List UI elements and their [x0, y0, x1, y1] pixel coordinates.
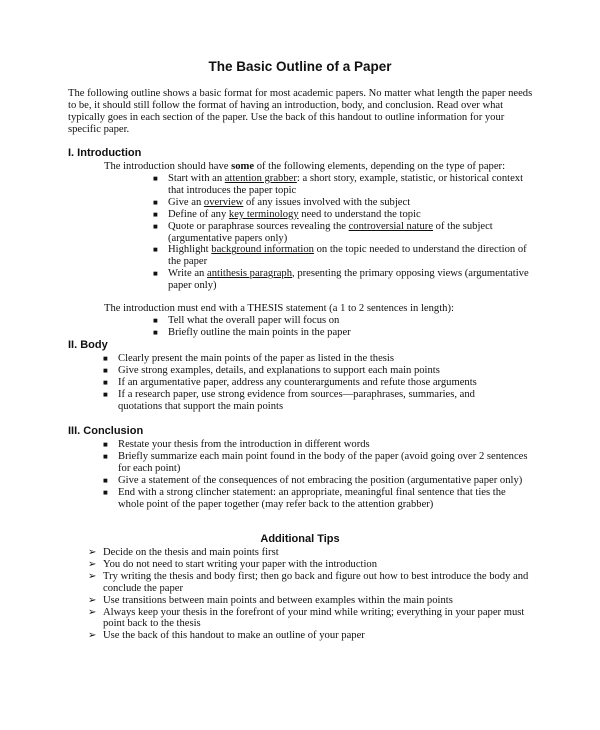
- list-item: [153, 326, 538, 339]
- lead-text: The introduction should have: [104, 161, 232, 172]
- body-list: [103, 353, 503, 413]
- square-bullet-icon: ■: [103, 487, 108, 497]
- item-text: Quote or paraphrase sources revealing the: [168, 220, 349, 232]
- item-text: Briefly outline the main points in the paper: [168, 326, 351, 338]
- item-text: on the topic needed to understand the direction of the paper: [168, 244, 527, 268]
- list-item: [153, 315, 538, 327]
- list-item: [103, 353, 503, 365]
- list-item: [88, 558, 533, 571]
- arrow-bullet-icon: ➢: [88, 594, 97, 606]
- square-bullet-icon: ■: [103, 377, 108, 387]
- square-bullet-icon: ■: [153, 174, 158, 183]
- introduction-list: [153, 173, 538, 292]
- tips-heading: Additional Tips: [260, 533, 340, 545]
- item-text: Decide on the thesis and main points first: [103, 547, 279, 558]
- arrow-bullet-icon: ➢: [88, 630, 97, 642]
- page-title: The Basic Outline of a Paper: [208, 59, 392, 74]
- list-item: [103, 364, 503, 377]
- introduction-heading: I. Introduction: [68, 147, 142, 159]
- underlined-term: controversial nature: [348, 220, 434, 232]
- item-text: Start with an: [168, 173, 225, 184]
- item-text: of the subject (argumentative papers only): [168, 220, 493, 244]
- underlined-term: background information: [211, 244, 314, 256]
- item-text: If a research paper, use strong evidence from sources—paraphrases, summaries, and quotations that support the main points: [118, 388, 475, 412]
- underlined-term: key terminology: [228, 208, 299, 220]
- square-bullet-icon: ■: [153, 197, 158, 207]
- item-text: Write an: [168, 268, 207, 280]
- item-text: Clearly present the main points of the paper as listed in the thesis: [118, 353, 394, 364]
- item-text: Briefly summarize each main point found in the body of the paper (avoid going over 2 sentences for each point): [118, 450, 528, 474]
- list-item: [103, 486, 528, 511]
- square-bullet-icon: ■: [103, 440, 108, 449]
- list-item: [153, 208, 538, 221]
- item-text: You do not need to start writing your paper with the introduction: [103, 558, 378, 570]
- list-item: [153, 196, 538, 209]
- item-text: End with a strong clincher statement: an appropriate, meaningful final sentence that ties the whole point of the paper together (may refer back to the attention grabber): [118, 486, 506, 510]
- introduction-lead: [104, 161, 544, 173]
- square-bullet-icon: ■: [103, 354, 108, 363]
- thesis-list: [153, 315, 538, 339]
- lead-text: of the following elements, depending on the type of paper:: [254, 161, 506, 172]
- intro-paragraph: The following outline shows a basic format for most academic papers. No matter what length the paper needs to be, it should still follow the format of having an introduction, body, and conclusion. Read over what typically goes in each section of the paper. Use the back of this handout to outline information for your specific paper.: [68, 88, 533, 135]
- list-item: [153, 268, 538, 292]
- item-text: of any issues involved with the subject: [243, 196, 411, 208]
- list-item: [103, 450, 528, 475]
- conclusion-list: [103, 439, 528, 510]
- body-heading: II. Body: [68, 339, 108, 351]
- list-item: [88, 570, 533, 595]
- square-bullet-icon: ■: [153, 269, 158, 279]
- list-item: [153, 220, 538, 245]
- item-text: Give an: [168, 196, 204, 208]
- arrow-bullet-icon: ➢: [88, 570, 97, 582]
- item-text: : a short story, example, statistic, or historical context that introduces the paper topic: [168, 173, 524, 196]
- list-item: [103, 388, 503, 413]
- lead-bold: some: [231, 161, 255, 172]
- arrow-bullet-icon: ➢: [88, 558, 97, 570]
- square-bullet-icon: ■: [153, 316, 158, 325]
- item-text: Give strong examples, details, and explanations to support each main points: [118, 364, 440, 376]
- item-text: Define of any: [168, 208, 229, 220]
- item-text: Highlight: [168, 244, 212, 256]
- item-text: Try writing the thesis and body first; then go back and figure out how to best introduce the body and conclude the paper: [103, 570, 529, 594]
- item-text: Tell what the overall paper will focus on: [168, 315, 340, 326]
- conclusion-heading: III. Conclusion: [68, 425, 144, 437]
- arrow-bullet-icon: ➢: [88, 547, 97, 558]
- square-bullet-icon: ■: [153, 245, 158, 255]
- list-item: [88, 594, 533, 607]
- item-text: Always keep your thesis in the forefront of your mind while writing; everything in your paper must point back to the thesis: [103, 606, 525, 630]
- list-item: [103, 376, 503, 389]
- list-item: [103, 439, 528, 451]
- list-item: [153, 173, 538, 197]
- list-item: [103, 474, 528, 487]
- item-text: need to understand the topic: [298, 208, 421, 220]
- square-bullet-icon: ■: [103, 475, 108, 485]
- underlined-term: attention grabber: [224, 173, 297, 184]
- list-item: [88, 547, 533, 559]
- underlined-term: antithesis paragraph: [207, 268, 293, 280]
- square-bullet-icon: ■: [103, 389, 108, 399]
- item-text: Give a statement of the consequences of not embracing the position (argumentative paper only): [118, 474, 523, 486]
- square-bullet-icon: ■: [153, 221, 158, 231]
- square-bullet-icon: ■: [103, 365, 108, 375]
- list-item: [88, 630, 533, 642]
- list-item: [153, 244, 538, 268]
- list-item: [88, 606, 533, 631]
- thesis-lead: The introduction must end with a THESIS statement (a 1 to 2 sentences in length):: [104, 303, 454, 314]
- item-text: , presenting the primary opposing views (argumentative paper only): [168, 268, 529, 292]
- square-bullet-icon: ■: [153, 327, 158, 337]
- item-text: Restate your thesis from the introduction in different words: [118, 439, 370, 450]
- square-bullet-icon: ■: [153, 209, 158, 219]
- item-text: Use transitions between main points and between examples within the main points: [103, 594, 453, 606]
- tips-list: [88, 547, 533, 642]
- item-text: If an argumentative paper, address any counterarguments and refute those arguments: [118, 376, 477, 388]
- item-text: Use the back of this handout to make an outline of your paper: [103, 630, 365, 642]
- underlined-term: overview: [203, 196, 244, 208]
- arrow-bullet-icon: ➢: [88, 606, 97, 618]
- square-bullet-icon: ■: [103, 451, 108, 461]
